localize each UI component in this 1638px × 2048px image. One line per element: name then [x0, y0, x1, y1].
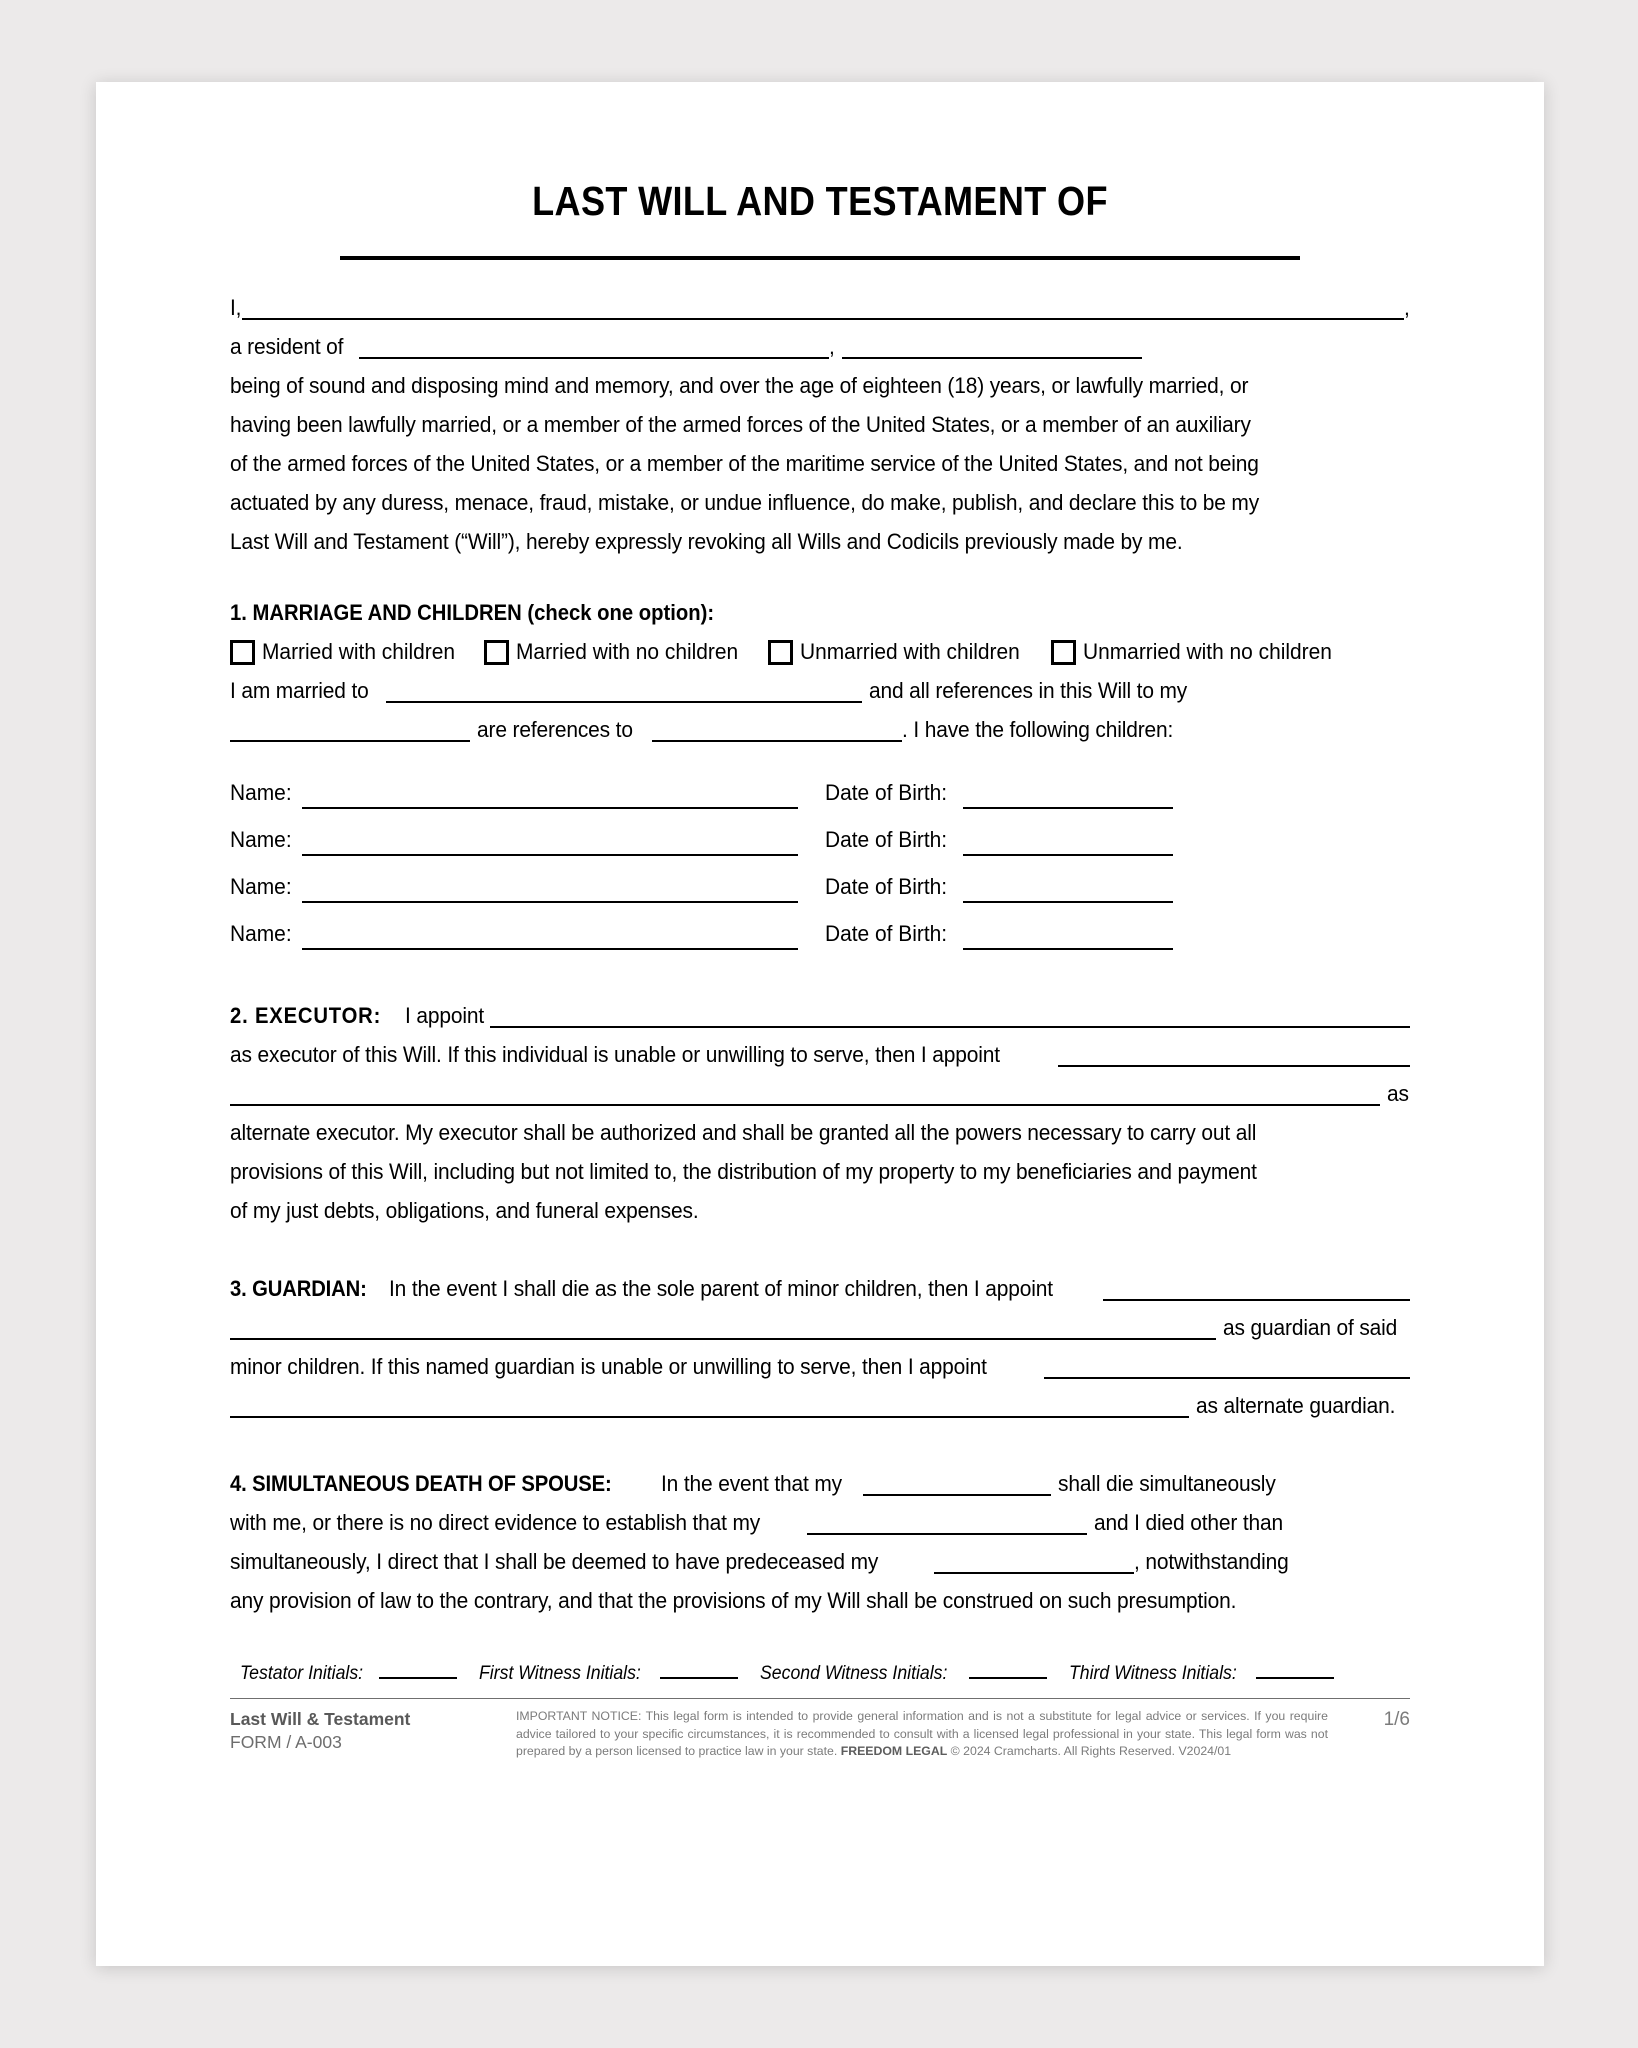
alternate-guardian-name-field[interactable]	[1044, 1377, 1410, 1379]
intro-i-label: I,	[230, 295, 242, 320]
intro-paragraph-line-1: being of sound and disposing mind and memory, and over the age of eighteen (18) years, or lawfully married, or	[230, 373, 1249, 398]
label-married-with-children: Married with children	[262, 639, 456, 664]
section-1-marriage-and-children	[230, 600, 1410, 957]
child-row	[230, 910, 1410, 957]
child-row	[230, 769, 1410, 816]
intro-paragraph-line-4: actuated by any duress, menace, fraud, mistake, or undue influence, do make, publish, and declare this to be my	[230, 490, 1260, 515]
married-to-suffix: and all references in this Will to my	[869, 678, 1188, 703]
spouse-reference-line	[230, 710, 1410, 749]
section-2-executor	[230, 996, 1410, 1230]
guardian-lead-text: In the event I shall die as the sole parent of minor children, then I appoint	[388, 1276, 1053, 1301]
section-1-heading: 1. MARRIAGE AND CHILDREN (check one option):	[230, 600, 715, 625]
alternate-executor-line	[230, 1035, 1410, 1074]
intro-paragraph-line-5: Last Will and Testament (“Will”), hereby expressly revoking all Wills and Codicils previously made by me.	[230, 529, 1183, 554]
references-to-label: are references to	[477, 717, 633, 742]
child-name-field[interactable]	[302, 854, 798, 856]
child-dob-field[interactable]	[963, 948, 1173, 950]
second-witness-initials-field[interactable]	[969, 1677, 1047, 1679]
simultaneous-line3-suffix: , notwithstanding	[1133, 1549, 1289, 1574]
executor-body-line-1: alternate executor. My executor shall be authorized and shall be granted all the powers necessary to carry out all	[230, 1120, 1257, 1145]
footer-divider	[230, 1698, 1410, 1699]
page-title: LAST WILL AND TESTAMENT OF	[532, 178, 1108, 224]
spouse-name-line	[230, 671, 1410, 710]
checkbox-unmarried-with-no-children[interactable]	[1051, 640, 1076, 665]
marriage-status-options	[230, 639, 1410, 665]
testator-initials-label: Testator Initials:	[240, 1663, 364, 1684]
alternate-guardian-line	[230, 1347, 1410, 1386]
footer-disclaimer-suffix: © 2024 Cramcharts. All Rights Reserved. V2024/01	[947, 1744, 1232, 1758]
spouse-reference-field-3[interactable]	[934, 1572, 1134, 1574]
child-dob-field[interactable]	[963, 901, 1173, 903]
section-2-heading: 2. EXECUTOR:	[230, 1003, 382, 1028]
guardian-name-field-cont[interactable]	[230, 1338, 1216, 1340]
testator-name-rule	[340, 256, 1300, 260]
executor-name-field[interactable]	[490, 1026, 1410, 1028]
executor-appoint-line	[230, 996, 1410, 1035]
testator-name-rule-row	[230, 256, 1410, 260]
married-to-label: I am married to	[230, 678, 369, 703]
guardian-appoint-line	[230, 1269, 1410, 1308]
guardian-name-continuation-line	[230, 1308, 1410, 1347]
spouse-name-field[interactable]	[386, 701, 862, 703]
document-content	[230, 178, 1410, 1761]
intro-paragraph-line-3: of the armed forces of the United States, or a member of the maritime service of the United States, and not being	[230, 451, 1259, 476]
child-name-label: Name:	[230, 921, 292, 946]
section-3-guardian	[230, 1269, 1410, 1425]
intro-paragraph-line-2: having been lawfully married, or a member of the armed forces of the United States, or a member of an auxiliary	[230, 412, 1251, 437]
first-witness-initials-field[interactable]	[660, 1677, 738, 1679]
intro-name-line	[230, 288, 1410, 327]
footer-disclaimer	[516, 1708, 1346, 1761]
child-dob-field[interactable]	[963, 854, 1173, 856]
executor-appoint-label: I appoint	[404, 1003, 484, 1028]
child-name-field[interactable]	[302, 901, 798, 903]
simultaneous-line1-suffix: shall die simultaneously	[1057, 1471, 1276, 1496]
second-witness-initials-label: Second Witness Initials:	[760, 1663, 948, 1684]
child-name-field[interactable]	[302, 948, 798, 950]
spouse-reference-target-field[interactable]	[652, 740, 902, 742]
simultaneous-lead-text: In the event that my	[660, 1471, 842, 1496]
executor-as-suffix: as	[1386, 1081, 1409, 1106]
resident-of-label: a resident of	[230, 334, 344, 359]
alternate-executor-name-field-cont[interactable]	[230, 1104, 1380, 1106]
section-4-simultaneous-death-of-spouse	[230, 1464, 1410, 1620]
residence-state-field[interactable]	[842, 357, 1142, 359]
third-witness-initials-label: Third Witness Initials:	[1068, 1663, 1237, 1684]
residence-comma: ,	[828, 334, 835, 359]
simultaneous-death-line-3	[230, 1542, 1410, 1581]
guardian-name-field[interactable]	[1103, 1299, 1410, 1301]
simultaneous-death-line-4: any provision of law to the contrary, and that the provisions of my Will shall be construed on such presumption.	[230, 1588, 1237, 1613]
spouse-reference-field-1[interactable]	[863, 1494, 1051, 1496]
checkbox-unmarried-with-children[interactable]	[768, 640, 793, 665]
spouse-reference-term-field[interactable]	[230, 740, 470, 742]
child-name-label: Name:	[230, 780, 292, 805]
alternate-guardian-name-field-cont[interactable]	[230, 1416, 1189, 1418]
guardian-unable-text: minor children. If this named guardian is unable or unwilling to serve, then I appoint	[230, 1354, 987, 1379]
testator-initials-field[interactable]	[379, 1677, 457, 1679]
child-dob-field[interactable]	[963, 807, 1173, 809]
first-witness-initials-label: First Witness Initials:	[479, 1663, 642, 1684]
footer-form-identity	[230, 1708, 516, 1754]
page-footer	[230, 1708, 1410, 1761]
label-unmarried-with-children: Unmarried with children	[800, 639, 1021, 664]
label-unmarried-with-no-children: Unmarried with no children	[1082, 639, 1332, 664]
label-married-with-no-children: Married with no children	[515, 639, 738, 664]
residence-city-field[interactable]	[359, 357, 829, 359]
executor-unable-text: as executor of this Will. If this individual is unable or unwilling to serve, then I appoint	[230, 1042, 1000, 1067]
intro-block	[230, 288, 1410, 561]
third-witness-initials-field[interactable]	[1256, 1677, 1334, 1679]
guardian-as-suffix: as guardian of said	[1222, 1315, 1397, 1340]
child-dob-label: Date of Birth:	[825, 921, 948, 946]
checkbox-married-with-no-children[interactable]	[484, 640, 509, 665]
child-dob-label: Date of Birth:	[825, 780, 948, 805]
footer-page-number: 1/6	[1383, 1709, 1410, 1730]
footer-brand: FREEDOM LEGAL	[840, 1744, 948, 1758]
child-row	[230, 863, 1410, 910]
spouse-reference-field-2[interactable]	[807, 1533, 1087, 1535]
child-dob-label: Date of Birth:	[825, 874, 948, 899]
child-row	[230, 816, 1410, 863]
child-name-label: Name:	[230, 874, 292, 899]
alternate-executor-name-field[interactable]	[1058, 1065, 1410, 1067]
simultaneous-line2-suffix: and I died other than	[1094, 1510, 1284, 1535]
alternate-executor-continuation-line	[230, 1074, 1410, 1113]
initials-strip	[230, 1663, 1410, 1685]
footer-disclaimer-prefix: IMPORTANT NOTICE: This legal form is intended to provide general information and is not a substitute for legal advice or services. If you require advice tailored to your specific circumstances, it is recommended to consult with a licensed legal professional in your state. This legal form was not prepared by a person licensed to practice law in your state.	[516, 1709, 1328, 1758]
footer-form-code: FORM / A-003	[230, 1732, 342, 1752]
children-intro-suffix: . I have the following children:	[901, 717, 1173, 742]
simultaneous-death-line-2	[230, 1503, 1410, 1542]
section-3-heading: 3. GUARDIAN:	[230, 1276, 367, 1301]
executor-body-line-2: provisions of this Will, including but not limited to, the distribution of my property to my beneficiaries and payment	[230, 1159, 1257, 1184]
checkbox-married-with-children[interactable]	[230, 640, 255, 665]
executor-body-line-3: of my just debts, obligations, and funeral expenses.	[230, 1198, 699, 1223]
testator-name-field[interactable]	[242, 318, 1404, 320]
section-4-heading: 4. SIMULTANEOUS DEATH OF SPOUSE:	[230, 1471, 612, 1496]
intro-residence-line	[230, 327, 1410, 366]
alternate-guardian-suffix: as alternate guardian.	[1195, 1393, 1395, 1418]
simultaneous-line2-prefix: with me, or there is no direct evidence to establish that my	[230, 1510, 761, 1535]
document-sheet	[96, 82, 1544, 1966]
simultaneous-line3-prefix: simultaneously, I direct that I shall be deemed to have predeceased my	[230, 1549, 879, 1574]
simultaneous-death-line-1	[230, 1464, 1410, 1503]
child-name-label: Name:	[230, 827, 292, 852]
alternate-guardian-continuation-line	[230, 1386, 1410, 1425]
intro-name-comma: ,	[1403, 295, 1410, 320]
child-name-field[interactable]	[302, 807, 798, 809]
child-dob-label: Date of Birth:	[825, 827, 948, 852]
footer-form-title: Last Will & Testament	[230, 1709, 411, 1729]
